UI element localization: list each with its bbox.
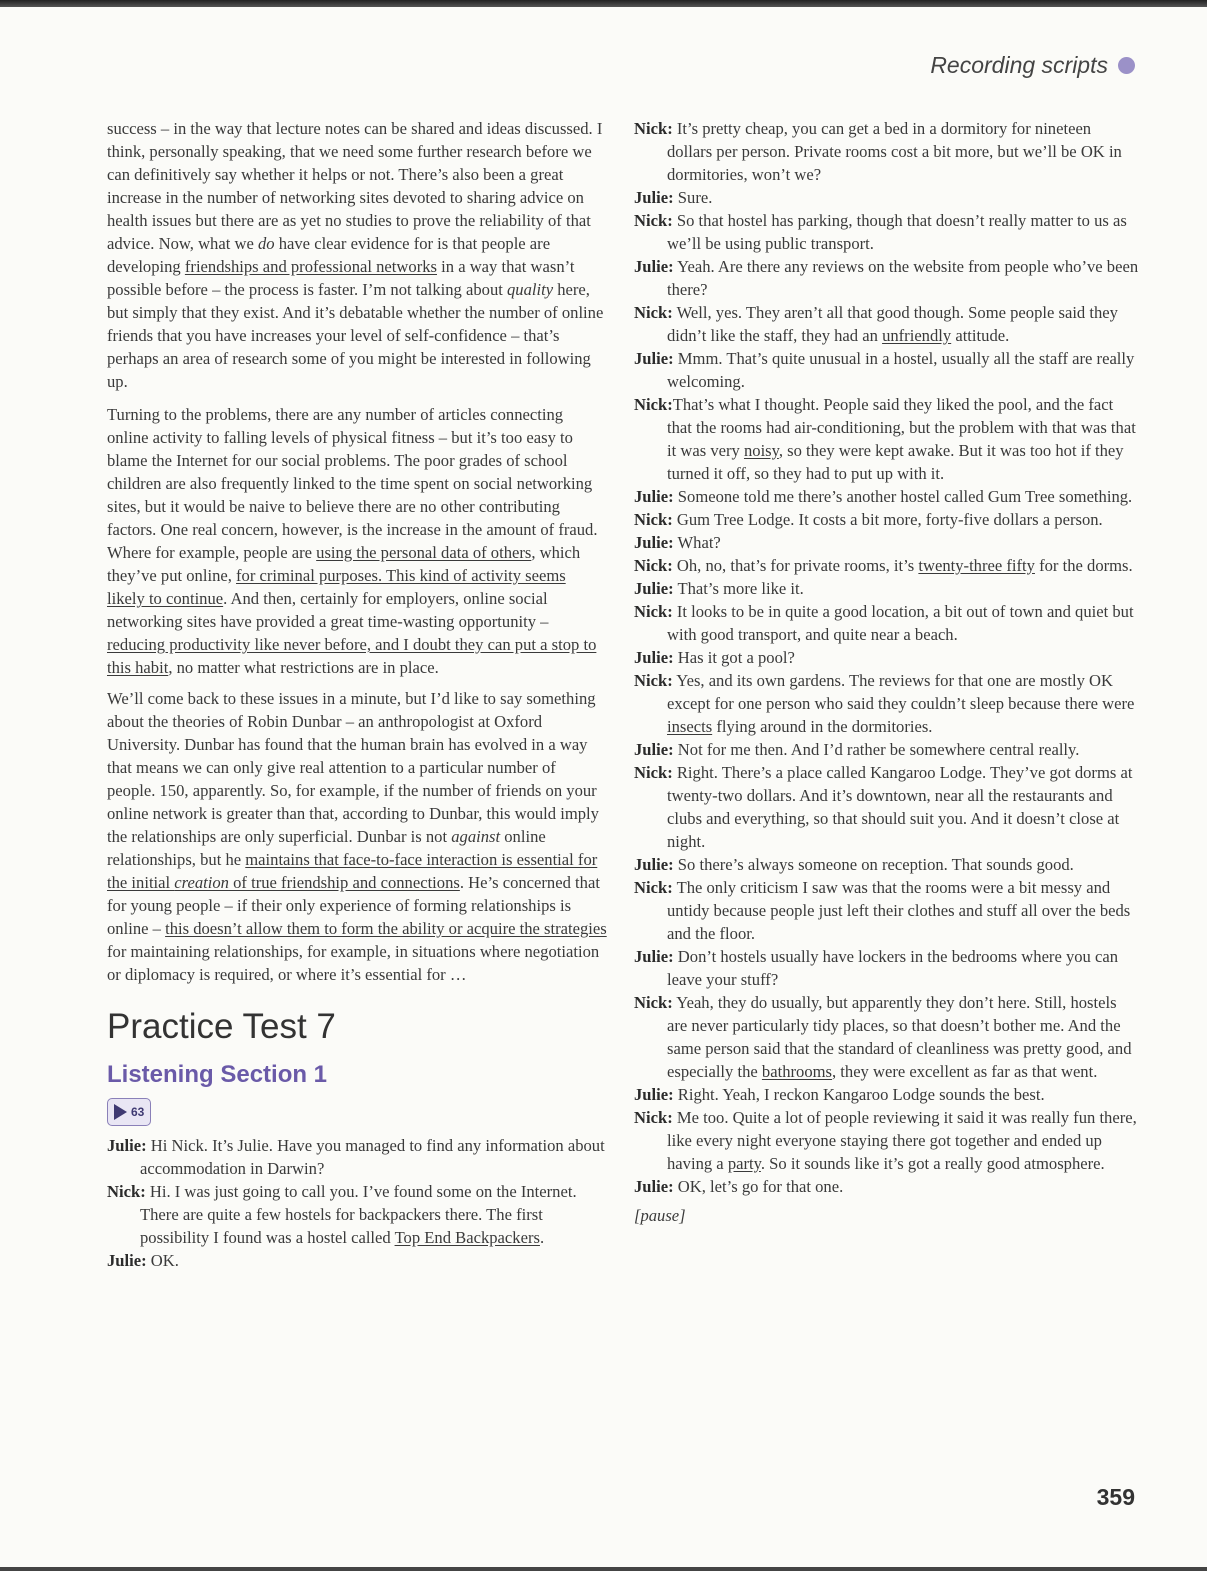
dialogue-line: Nick: Me too. Quite a lot of people reviewing it said it was really fun there, like every night everyone staying there got together and ended up having a party. So it sounds like it’s got a really good atmosphere. <box>634 1108 1137 1173</box>
paragraph: success – in the way that lecture notes can be shared and ideas discussed. I think, personally speaking, that we need some further research before we can definitively say whether it helps or not. There’s also been a great increase in the number of networking sites devoted to sharing advice on health issues but there are as yet no studies to prove the reliability of that advice. Now, what we do have clear evidence for is that people are developing friendships and professional networks in a way that wasn’t possible before – the process is faster. I’m not talking about quality here, but simply that they exist. And it’s debatable whether the number of online friends that you have increases your level of self-confidence – that’s perhaps an area of research some of you might be interested in following up. <box>107 119 604 391</box>
dialogue-line: Nick: Yeah, they do usually, but apparently they don’t here. Still, hostels are never particularly tidy places, so that doesn’t bother me. And the same person said that the standard of cleanliness was pretty good, and especially the bathrooms, they were excellent as far as that went. <box>634 993 1132 1081</box>
audio-track-number: 63 <box>131 1104 145 1119</box>
dialogue-line: Nick: So that hostel has parking, though that doesn’t really matter to us as we’ll be using public transport. <box>634 211 1127 253</box>
dialogue-line: Julie: What? <box>634 533 721 552</box>
top-border <box>0 0 1207 7</box>
play-icon <box>114 1104 127 1120</box>
bottom-border <box>0 1567 1207 1571</box>
paragraph: We’ll come back to these issues in a minute, but I’d like to say something about the theories of Robin Dunbar – an anthropologist at Oxford University. Dunbar has found that the human brain has evolved in a way that means we can only give real attention to a particular number of people. 150, apparently. So, for example, if the number of friends on your online network is greater than that, according to Dunbar, this would imply the relationships are only superficial. Dunbar is not against online relationships, but he maintains that face-to-face interaction is essential for the initial creation of true friendship and connections. He’s concerned that for young people – if their only experience of forming relationships is online – this doesn’t allow them to form the ability or acquire the strategies for maintaining relationships, for example, in situations where negotiation or diplomacy is required, or where it’s essential for … <box>107 689 607 984</box>
dialogue-line: Julie: OK, let’s go for that one. <box>634 1177 844 1196</box>
section-title: Listening Section 1 <box>107 1061 328 1088</box>
dialogue-line: Nick: The only criticism I saw was that the rooms were a bit messy and untidy because people just left their clothes and stuff all over the beds and the floor. <box>634 878 1131 943</box>
paragraph: Turning to the problems, there are any number of articles connecting online activity to falling levels of physical fitness – but it’s too easy to blame the Internet for our social problems. The poor grades of school children are also frequently linked to the time spent on social networking sites, but it would be naive to believe there are no other contributing factors. One real concern, however, is the increase in the amount of fraud. Where for example, people are using the personal data of others, which they’ve put online, for criminal purposes. This kind of activity seems likely to continue. And then, certainly for employers, online social networking sites have provided a great time-wasting opportunity – reducing productivity like never before, and I doubt they can put a stop to this habit, no matter what restrictions are in place. <box>107 405 598 677</box>
dialogue-line: Julie: Not for me then. And I’d rather be somewhere central really. <box>634 740 1080 759</box>
dialogue-line: Julie: Hi Nick. It’s Julie. Have you managed to find any information about accommodation in Darwin? <box>107 1136 605 1178</box>
page-number: 359 <box>1096 1484 1135 1510</box>
dialogue-line: Julie: So there’s always someone on reception. That sounds good. <box>634 855 1074 874</box>
audio-track-button[interactable] <box>107 1098 151 1126</box>
bullet-dot-icon <box>1118 57 1135 74</box>
pause-note: [pause] <box>634 1206 686 1225</box>
dialogue-line: Julie: Someone told me there’s another hostel called Gum Tree something. <box>634 487 1133 506</box>
dialogue-line: Nick: Oh, no, that’s for private rooms, it’s twenty-three fifty for the dorms. <box>634 556 1133 575</box>
dialogue-line: Nick: It looks to be in quite a good location, a bit out of town and quiet but with good transport, and quite near a beach. <box>634 602 1134 644</box>
dialogue-line: Julie: Sure. <box>634 188 713 207</box>
dialogue-line: Nick: Hi. I was just going to call you. I’ve found some on the Internet. There are quite a few hostels for backpackers there. The first possibility I found was a hostel called Top End Backpackers. <box>107 1182 577 1247</box>
dialogue-line: Nick: Gum Tree Lodge. It costs a bit more, forty-five dollars a person. <box>634 510 1103 529</box>
test-title: Practice Test 7 <box>107 1007 336 1046</box>
dialogue-line: Nick: It’s pretty cheap, you can get a bed in a dormitory for nineteen dollars per person. Private rooms cost a bit more, but we’ll be OK in dormitories, won’t we? <box>634 119 1122 184</box>
dialogue-line: Julie: Yeah. Are there any reviews on the website from people who’ve been there? <box>634 257 1139 299</box>
dialogue-line: Nick:That’s what I thought. People said they liked the pool, and the fact that the rooms had air-conditioning, but the problem with that was that it was very noisy, so they were kept awake. But it was too hot if they turned it off, so they had to put up with it. <box>634 395 1136 483</box>
running-header <box>930 52 1135 79</box>
dialogue-line: Nick: Well, yes. They aren’t all that good though. Some people said they didn’t like the staff, they had an unfriendly attitude. <box>634 303 1118 345</box>
dialogue-line: Nick: Right. There’s a place called Kangaroo Lodge. They’ve got dorms at twenty-two dollars. And it’s downtown, near all the restaurants and clubs and everything, so that should suit you. And it doesn’t close at night. <box>634 763 1133 851</box>
dialogue-line: Julie: OK. <box>107 1251 179 1270</box>
dialogue-line: Julie: That’s more like it. <box>634 579 804 598</box>
right-column <box>634 117 1139 1244</box>
dialogue-line: Julie: Don’t hostels usually have lockers in the bedrooms where you can leave your stuff? <box>634 947 1119 989</box>
dialogue-line: Julie: Right. Yeah, I reckon Kangaroo Lodge sounds the best. <box>634 1085 1045 1104</box>
dialogue-line: Nick: Yes, and its own gardens. The reviews for that one are mostly OK except for one person who said they couldn’t sleep because there were insects flying around in the dormitories. <box>634 671 1135 736</box>
left-column <box>107 117 607 1272</box>
dialogue-line: Julie: Has it got a pool? <box>634 648 795 667</box>
header-title: Recording scripts <box>930 52 1108 78</box>
dialogue-line: Julie: Mmm. That’s quite unusual in a hostel, usually all the staff are really welcoming. <box>634 349 1135 391</box>
